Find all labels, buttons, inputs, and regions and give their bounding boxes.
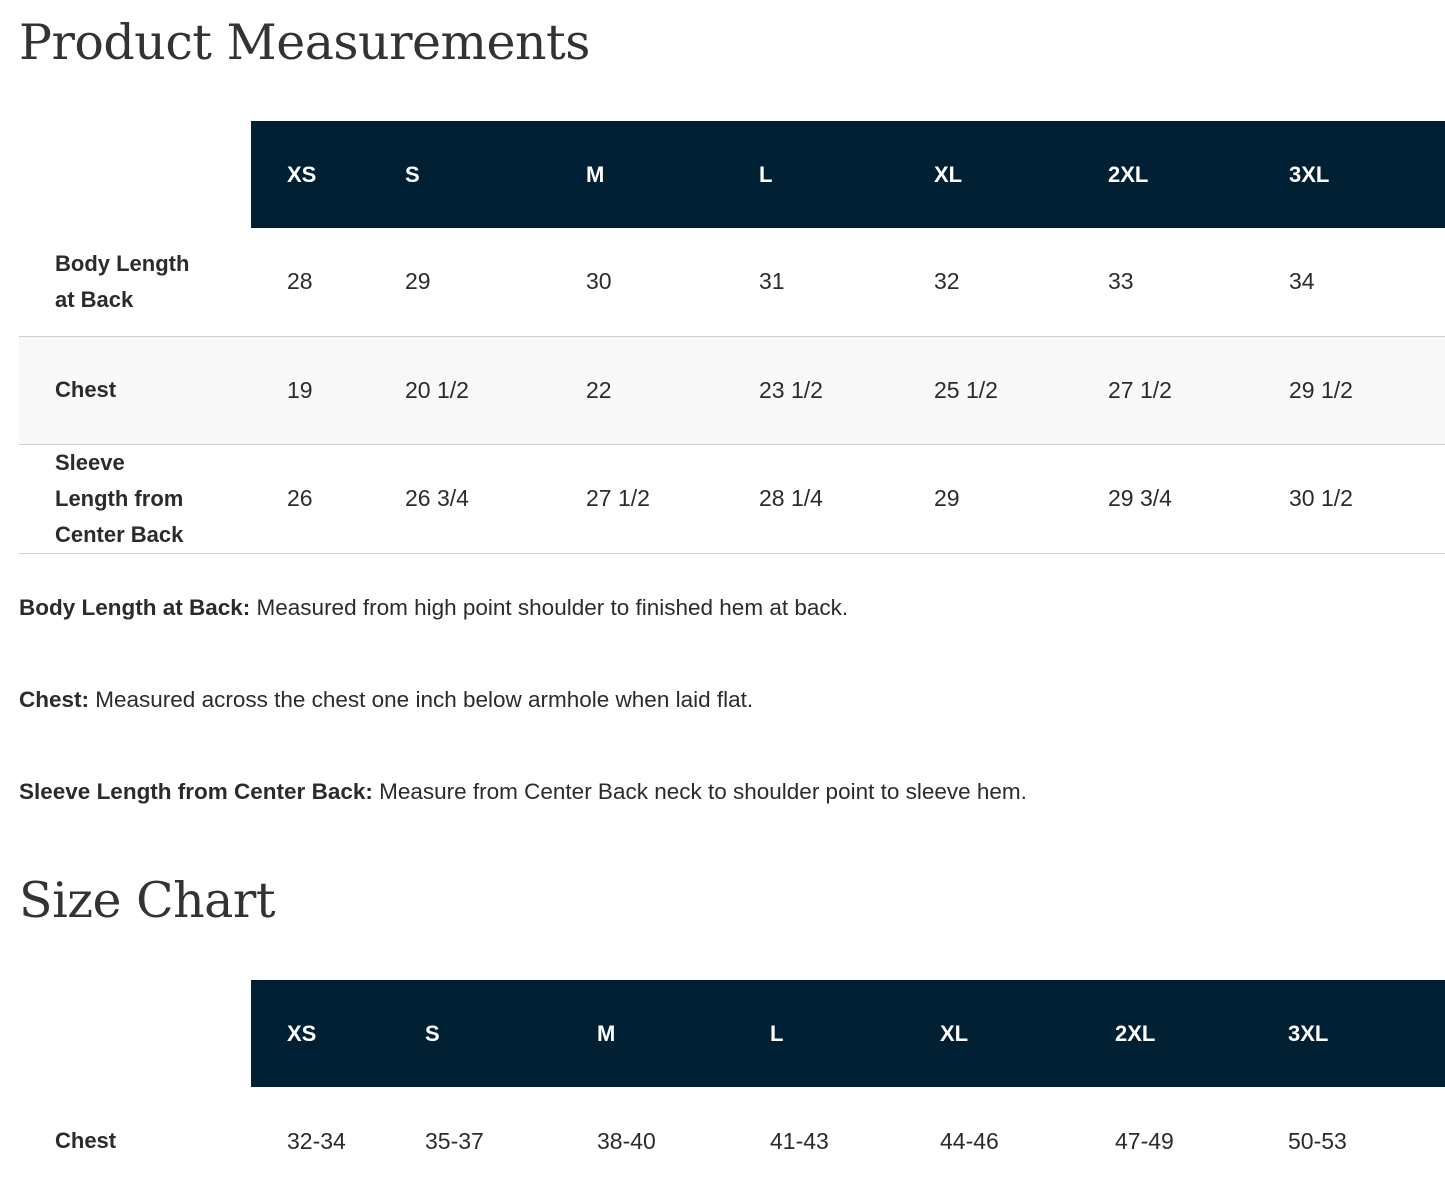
- table-header-row: [19, 121, 1445, 228]
- size-header-xs: XS: [251, 980, 425, 1087]
- table-cell: 35-37: [425, 1127, 484, 1154]
- table-cell: 32-34: [287, 1127, 346, 1154]
- table-cell: 44-46: [940, 1127, 999, 1154]
- size-header-xs: XS: [251, 121, 405, 228]
- table-cell: 25 1/2: [934, 376, 998, 403]
- size-chart-title: Size Chart: [19, 872, 276, 929]
- definition-term: Sleeve Length from Center Back:: [19, 779, 373, 804]
- size-header-xl: XL: [934, 121, 1108, 228]
- table-cell: 47-49: [1115, 1127, 1174, 1154]
- table-cell: 19: [287, 376, 313, 403]
- row-label-chest: Chest: [55, 377, 117, 402]
- table-cell: 29 3/4: [1108, 485, 1172, 511]
- size-header-2xl: 2XL: [1115, 980, 1288, 1087]
- table-cell: 22: [586, 376, 612, 403]
- table-cell: 41-43: [770, 1127, 829, 1154]
- row-label-sleeve-length: Sleeve Length from Center Back: [55, 449, 184, 547]
- definition-text: Measured from high point shoulder to finished hem at back.: [250, 595, 849, 620]
- table-cell: 31: [759, 268, 785, 295]
- definition-term: Body Length at Back:: [19, 595, 251, 620]
- table-cell: 29: [405, 268, 431, 295]
- table-header-row: [19, 980, 1445, 1087]
- definition-text: Measure from Center Back neck to shoulder point to sleeve hem.: [372, 779, 1027, 804]
- size-header-2xl: 2XL: [1108, 121, 1289, 228]
- table-cell: 33: [1108, 268, 1134, 295]
- measurement-definitions: [19, 590, 1419, 866]
- table-cell: 50-53: [1288, 1127, 1347, 1154]
- size-header-3xl: 3XL: [1288, 980, 1445, 1087]
- size-header-l: L: [770, 980, 940, 1087]
- size-header-3xl: 3XL: [1289, 121, 1445, 228]
- size-header-xl: XL: [940, 980, 1115, 1087]
- table-cell: 30: [586, 268, 612, 295]
- row-label-chest: Chest: [55, 1128, 117, 1153]
- size-header-s: S: [425, 980, 597, 1087]
- table-cell: 28 1/4: [759, 485, 823, 511]
- table-row: [19, 1087, 1445, 1195]
- definition-term: Chest:: [19, 687, 90, 712]
- size-header-s: S: [405, 121, 586, 228]
- table-cell: 28: [287, 268, 313, 295]
- definition-text: Measured across the chest one inch below armhole when laid flat.: [89, 687, 754, 712]
- header-corner-cell: [19, 121, 251, 228]
- definition-chest: [19, 682, 1419, 718]
- table-row: [19, 444, 1445, 553]
- table-row: [19, 336, 1445, 444]
- size-chart-table: [19, 980, 1445, 1195]
- table-cell: 29 1/2: [1289, 376, 1353, 403]
- definition-sleeve-length: [19, 774, 1419, 810]
- table-cell: 20 1/2: [405, 376, 469, 403]
- size-header-l: L: [759, 121, 934, 228]
- table-row: [19, 228, 1445, 336]
- table-cell: 27 1/2: [586, 485, 650, 511]
- table-cell: 27 1/2: [1108, 376, 1172, 403]
- table-cell: 30 1/2: [1289, 485, 1353, 511]
- table-cell: 29: [934, 485, 960, 511]
- table-cell: 38-40: [597, 1127, 656, 1154]
- table-cell: 34: [1289, 268, 1315, 295]
- table-cell: 23 1/2: [759, 376, 823, 403]
- table-cell: 26: [287, 485, 313, 511]
- header-corner-cell: [19, 980, 251, 1087]
- product-measurements-title: Product Measurements: [19, 14, 590, 71]
- row-label-body-length: Body Length at Back: [55, 250, 190, 312]
- table-cell: 26 3/4: [405, 485, 469, 511]
- product-measurements-table: [19, 121, 1445, 554]
- size-header-m: M: [597, 980, 770, 1087]
- size-header-m: M: [586, 121, 759, 228]
- table-cell: 32: [934, 268, 960, 295]
- definition-body-length: [19, 590, 1419, 626]
